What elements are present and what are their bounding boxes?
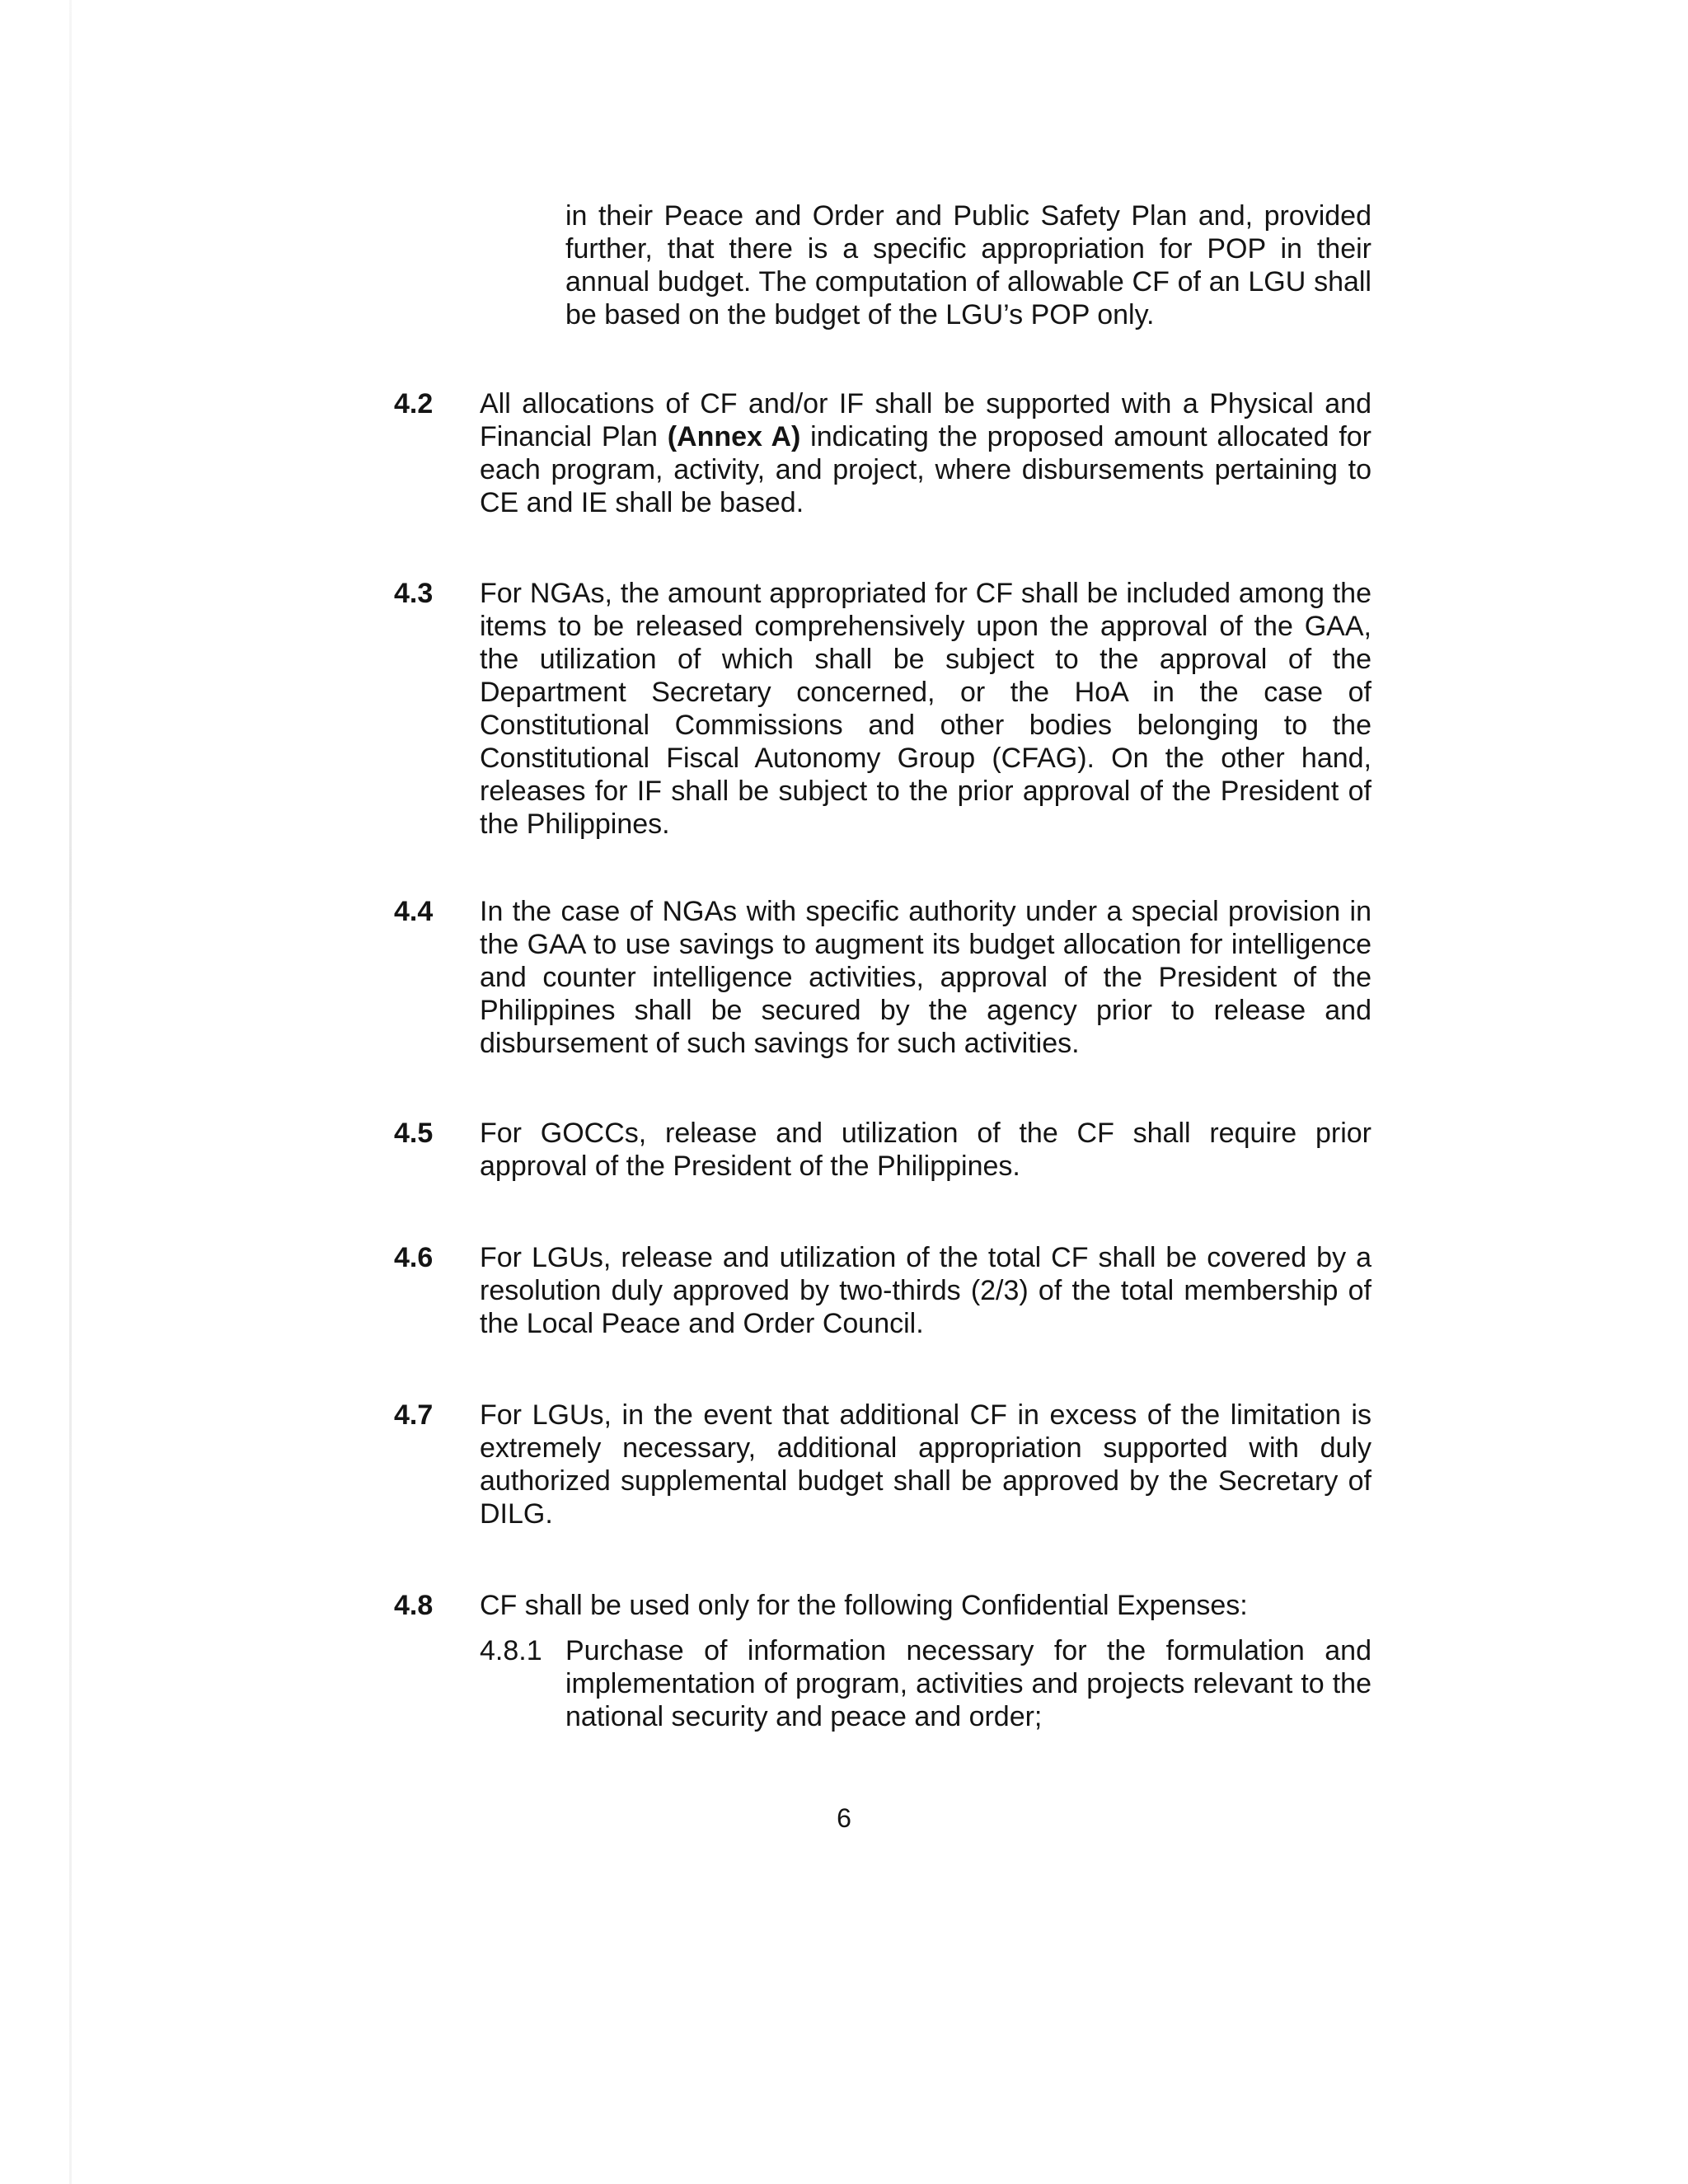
section-4-7-text: For LGUs, in the event that additional CF in excess of the limitation is extremely necessary, additional appropriation supported with duly authorized supplemental budget shall be approved by the Secretary of DILG.: [480, 1399, 1372, 1530]
section-number-4-6: 4.6: [394, 1242, 434, 1273]
section-number-4-7: 4.7: [394, 1399, 434, 1431]
section-4-5-text: For GOCCs, release and utilization of the CF shall require prior approval of the President of the Philippines.: [480, 1118, 1372, 1182]
intro-paragraph: in their Peace and Order and Public Safety Plan and, provided further, that there is a specific appropriation for POP in their annual budget. The computation of allowable CF of an LGU shall be based on the budget of the LGU’s POP only.: [565, 200, 1372, 330]
page-number: 6: [837, 1803, 851, 1833]
section-number-4-3: 4.3: [394, 578, 434, 609]
section-number-4-5: 4.5: [394, 1118, 434, 1149]
section-4-2-text: [480, 387, 1372, 519]
annex-a-label: (Annex A): [667, 421, 801, 452]
section-number-4-8: 4.8: [394, 1590, 434, 1621]
section-4-3-text: For NGAs, the amount appropriated for CF shall be included among the items to be released comprehensively upon the approval of the GAA, the utilization of which shall be subject to the approval of the Department Secretary concerned, or the HoA in the case of Constitutional Commissions and other bodies belonging to the Constitutional Fiscal Autonomy Group (CFAG). On the other hand, releases for IF shall be subject to the prior approval of the President of the Philippines.: [480, 578, 1372, 840]
subsection-number-4-8-1: 4.8.1: [480, 1635, 542, 1666]
section-4-6-text: For LGUs, release and utilization of the total CF shall be covered by a resolution duly approved by two-thirds (2/3) of the total membership of the Local Peace and Order Council.: [480, 1242, 1372, 1339]
section-4-4-text: In the case of NGAs with specific authority under a special provision in the GAA to use savings to augment its budget allocation for intelligence and counter intelligence activities, approval of the President of the Philippines shall be secured by the agency prior to release and disbursement of such savings for such activities.: [480, 896, 1372, 1059]
section-4-8-text: CF shall be used only for the following Confidential Expenses:: [480, 1590, 1248, 1621]
subsection-4-8-1-text: Purchase of information necessary for the formulation and implementation of program, activities and projects relevant to the national security and peace and order;: [565, 1635, 1372, 1732]
scan-edge-shadow: [69, 0, 72, 2184]
section-number-4-2: 4.2: [394, 388, 434, 419]
section-number-4-4: 4.4: [394, 896, 434, 927]
section-4-2-text-before: All allocations of CF and/or IF shall be supported with a Physical and Financial Plan: [480, 388, 1372, 452]
section-4-2-text-after: indicating the proposed amount allocated for each program, activity, and project, where disbursements pertaining to CE and IE shall be based.: [480, 421, 1372, 518]
